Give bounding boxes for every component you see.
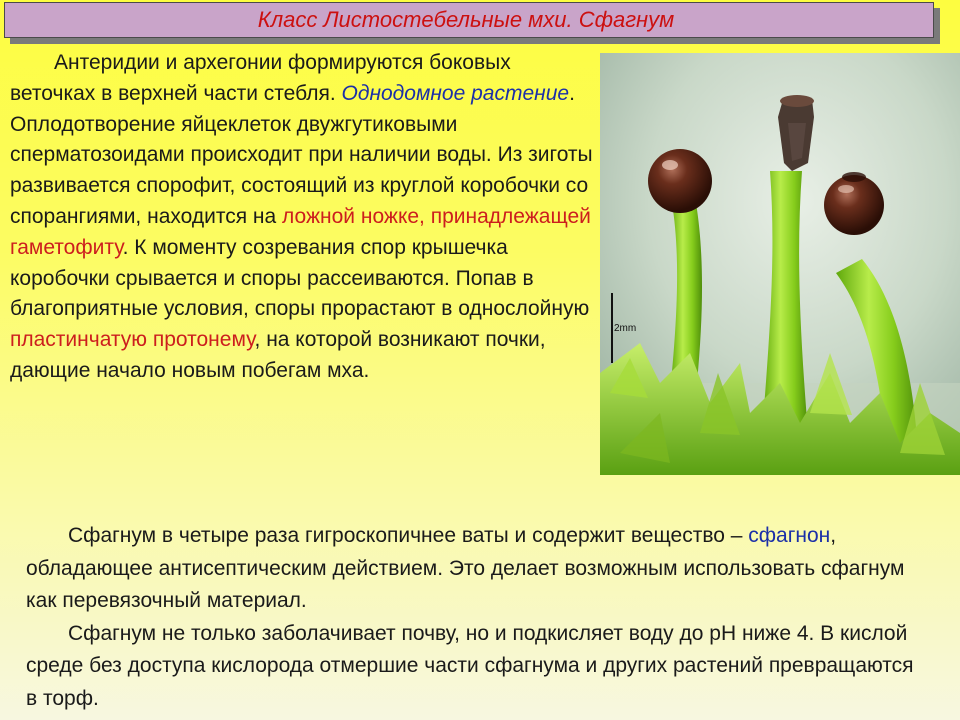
paragraph-peat — [26, 618, 926, 716]
para1-text-4: , на которой возникают почки, дающие начало новым побегам мха. — [10, 328, 546, 382]
para1-highlight-protonema: пластинчатую протонему — [10, 328, 255, 352]
para2-text-2: , обладающее антисептическим действием. Это делает возможным использовать сфагнум как перевязочный материал. — [26, 524, 905, 612]
slide-title: Класс Листостебельные мхи. Сфагнум — [257, 7, 675, 32]
main-paragraph — [10, 48, 600, 387]
para1-highlight-monoecious: Однодомное растение — [341, 81, 570, 105]
bottom-paragraphs — [26, 520, 926, 715]
sphagnum-photo — [600, 53, 960, 475]
para1-text-3: . К моменту созревания спор крышечка коробочки срывается и споры рассеиваются. Попав в благоприятные условия, споры прорастают в однослойную — [10, 235, 590, 321]
para1-text-2: . Оплодотворение яйцеклеток двужгутиковыми сперматозоидами происходит при наличии воды. Из зиготы развивается спорофит, состоящий из круглой коробочки со спорангиями, находится на — [10, 81, 593, 228]
scale-label: 2mm — [614, 323, 637, 334]
para2-highlight-sphagnol: сфагнон — [748, 524, 831, 547]
para1-text-1: Антеридии и архегонии формируются боковых веточках в верхней части стебля. — [10, 51, 511, 105]
para2-text-1: Сфагнум в четыре раза гигроскопичнее ваты и содержит вещество – — [68, 524, 749, 547]
para3-text-1: Сфагнум не только заболачивает почву, но и подкисляет воду до рН ниже 4. В кислой среде без доступа кислорода отмершие части сфагнума и других растений превращаются в торф. — [26, 621, 914, 710]
para1-highlight-pseudopodium: ложной ножке, принадлежащей гаметофиту — [10, 204, 591, 259]
paragraph-sphagnol — [26, 520, 926, 618]
title-bar — [4, 2, 934, 38]
